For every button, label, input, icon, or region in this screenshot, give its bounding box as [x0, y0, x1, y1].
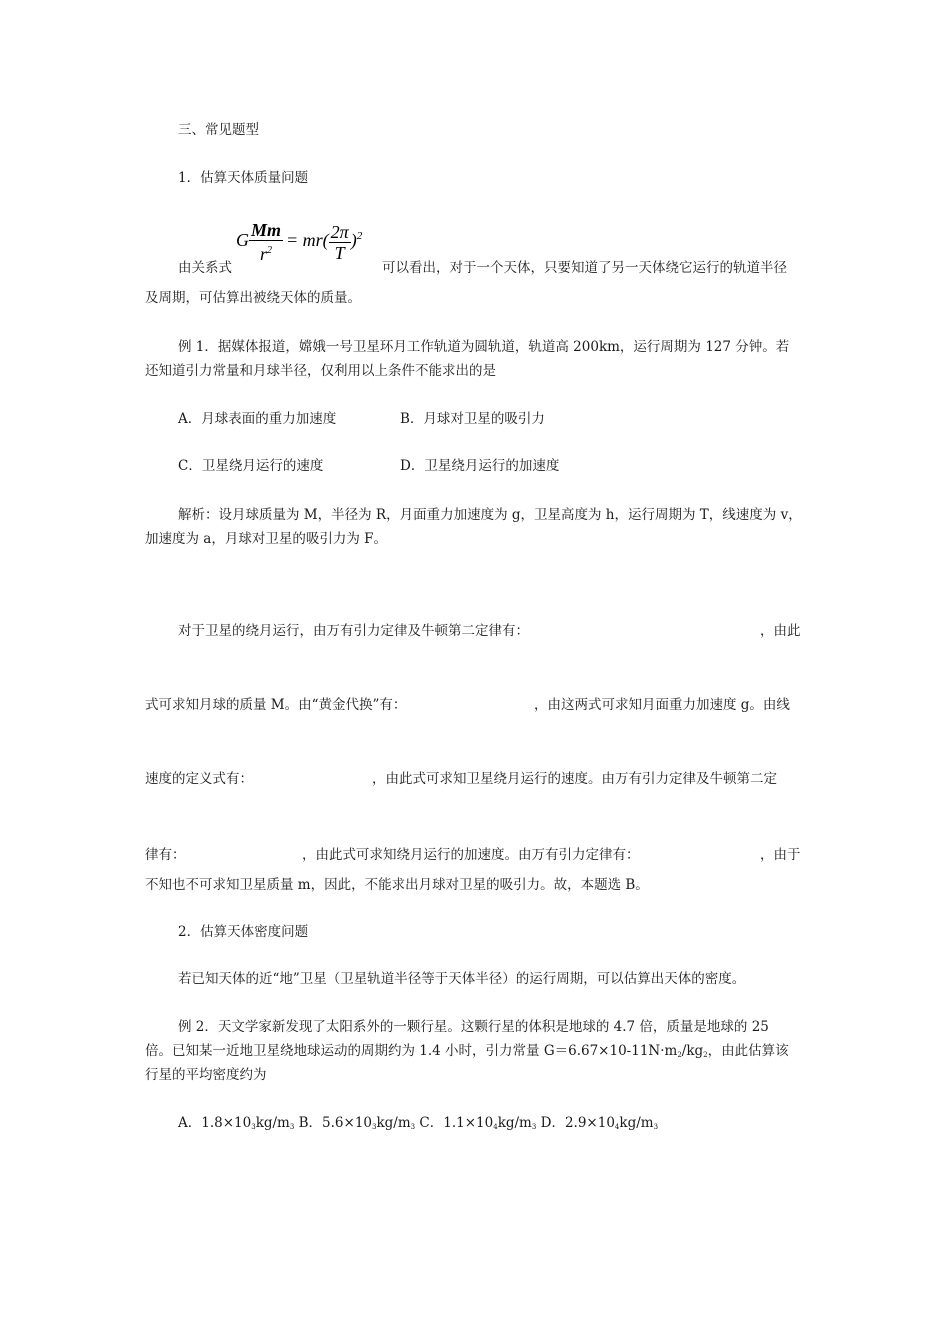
- formula-close: ): [350, 230, 357, 251]
- formula-frac1-num: Mm: [251, 220, 282, 240]
- formula-frac2-den: T: [334, 242, 345, 263]
- para4-text: 律有：: [145, 847, 186, 863]
- para2-end: ，由这两式可求知月面重力加速度 g。由线: [534, 697, 790, 713]
- section2-intro: 若已知天体的近“地”卫星（卫星轨道半径等于天体半径）的运行周期，可以估算出天体的密度。: [178, 971, 746, 987]
- formula-frac2: [329, 222, 351, 263]
- example2-line2: [145, 1042, 789, 1064]
- para3-text: 速度的定义式有：: [145, 771, 253, 787]
- para4-end: ，由于: [760, 847, 801, 863]
- formula-r-exp: 2: [267, 245, 273, 256]
- formula-frac1-den: [249, 241, 283, 264]
- example2-line3: 行星的平均密度约为: [145, 1067, 267, 1083]
- formula-g: G: [236, 230, 249, 251]
- section2-title: 2．估算天体密度问题: [178, 924, 309, 940]
- example2-line2-sub2: 2: [703, 1051, 708, 1059]
- analysis-line2: 加速度为 a，月球对卫星的吸引力为 F。: [145, 531, 387, 547]
- density-option-d: D．$2.9\times 10_4kg/m_3$: [540, 1115, 659, 1131]
- analysis-line1: 解析：设月球质量为 M，半径为 R，月面重力加速度为 g，卫星高度为 h，运行周期为 T，线速度为 v，: [178, 507, 802, 523]
- example2-line1: 例 2．天文学家新发现了太阳系外的一颗行星。这颗行星的体积是地球的 4.7 倍，质量是地球的 25: [178, 1019, 769, 1035]
- para1-text: 对于卫星的绕月运行，由万有引力定律及牛顿第二定律有：: [178, 623, 529, 639]
- para4-mid: ，由此式可求知绕月运行的加速度。由万有引力定律有：: [302, 847, 640, 863]
- example1-line2: 还知道引力常量和月球半径，仅利用以上条件不能求出的是: [145, 363, 496, 379]
- example2-line2-end: ，由此估算该: [707, 1043, 789, 1059]
- intro-line2: 及周期，可估算出被绕天体的质量。: [145, 290, 361, 306]
- density-option-a: A．$1.8\times 10_3kg/m_3$: [178, 1115, 295, 1131]
- para3-end: ，由此式可求知卫星绕月运行的速度。由万有引力定律及牛顿第二定: [372, 771, 777, 787]
- intro-suffix: 可以看出，对于一个天体，只要知道了另一天体绕它运行的轨道半径: [382, 260, 787, 276]
- density-option-c: C．$1.1\times 10_4kg/m_3$: [419, 1115, 537, 1131]
- intro-prefix: 由关系式: [178, 260, 232, 276]
- para2-text: 式可求知月球的质量 M。由“黄金代换”有：: [145, 697, 407, 713]
- formula-exp: 2: [356, 230, 363, 243]
- option-c: C．卫星绕月运行的速度: [178, 458, 324, 474]
- para1-end: ，由此: [760, 623, 801, 639]
- gravitation-formula: [236, 220, 362, 264]
- formula-r: r: [260, 244, 268, 264]
- formula-eq: = mr(: [286, 230, 329, 251]
- formula-frac2-num: 2π: [330, 221, 349, 242]
- example2-line2-a: 倍。已知某一近地卫星绕地球运动的周期约为 1.4 小时，引力常量 G＝6.67×10-11N·m: [145, 1043, 678, 1059]
- option-a: A．月球表面的重力加速度: [178, 411, 337, 427]
- density-option-b: B．$5.6\times 10_3kg/m_3$: [298, 1115, 416, 1131]
- option-b: B．月球对卫星的吸引力: [400, 411, 545, 427]
- example1-line1: 例 1．据媒体报道，嫦娥一号卫星环月工作轨道为圆轨道，轨道高 200km，运行周期为 127 分钟。若: [178, 339, 790, 355]
- formula-frac1: [249, 220, 283, 264]
- para5-text: 不知也不可求知卫星质量 m，因此，不能求出月球对卫星的吸引力。故，本题选 B。: [145, 877, 649, 893]
- example2-line2-sub1: 2: [677, 1051, 682, 1059]
- section1-title: 1．估算天体质量问题: [178, 170, 309, 186]
- example2-options: [178, 1114, 658, 1136]
- section-heading: 三、常见题型: [178, 122, 259, 138]
- example2-line2-mid: /kg: [681, 1043, 704, 1059]
- option-d: D．卫星绕月运行的加速度: [400, 458, 560, 474]
